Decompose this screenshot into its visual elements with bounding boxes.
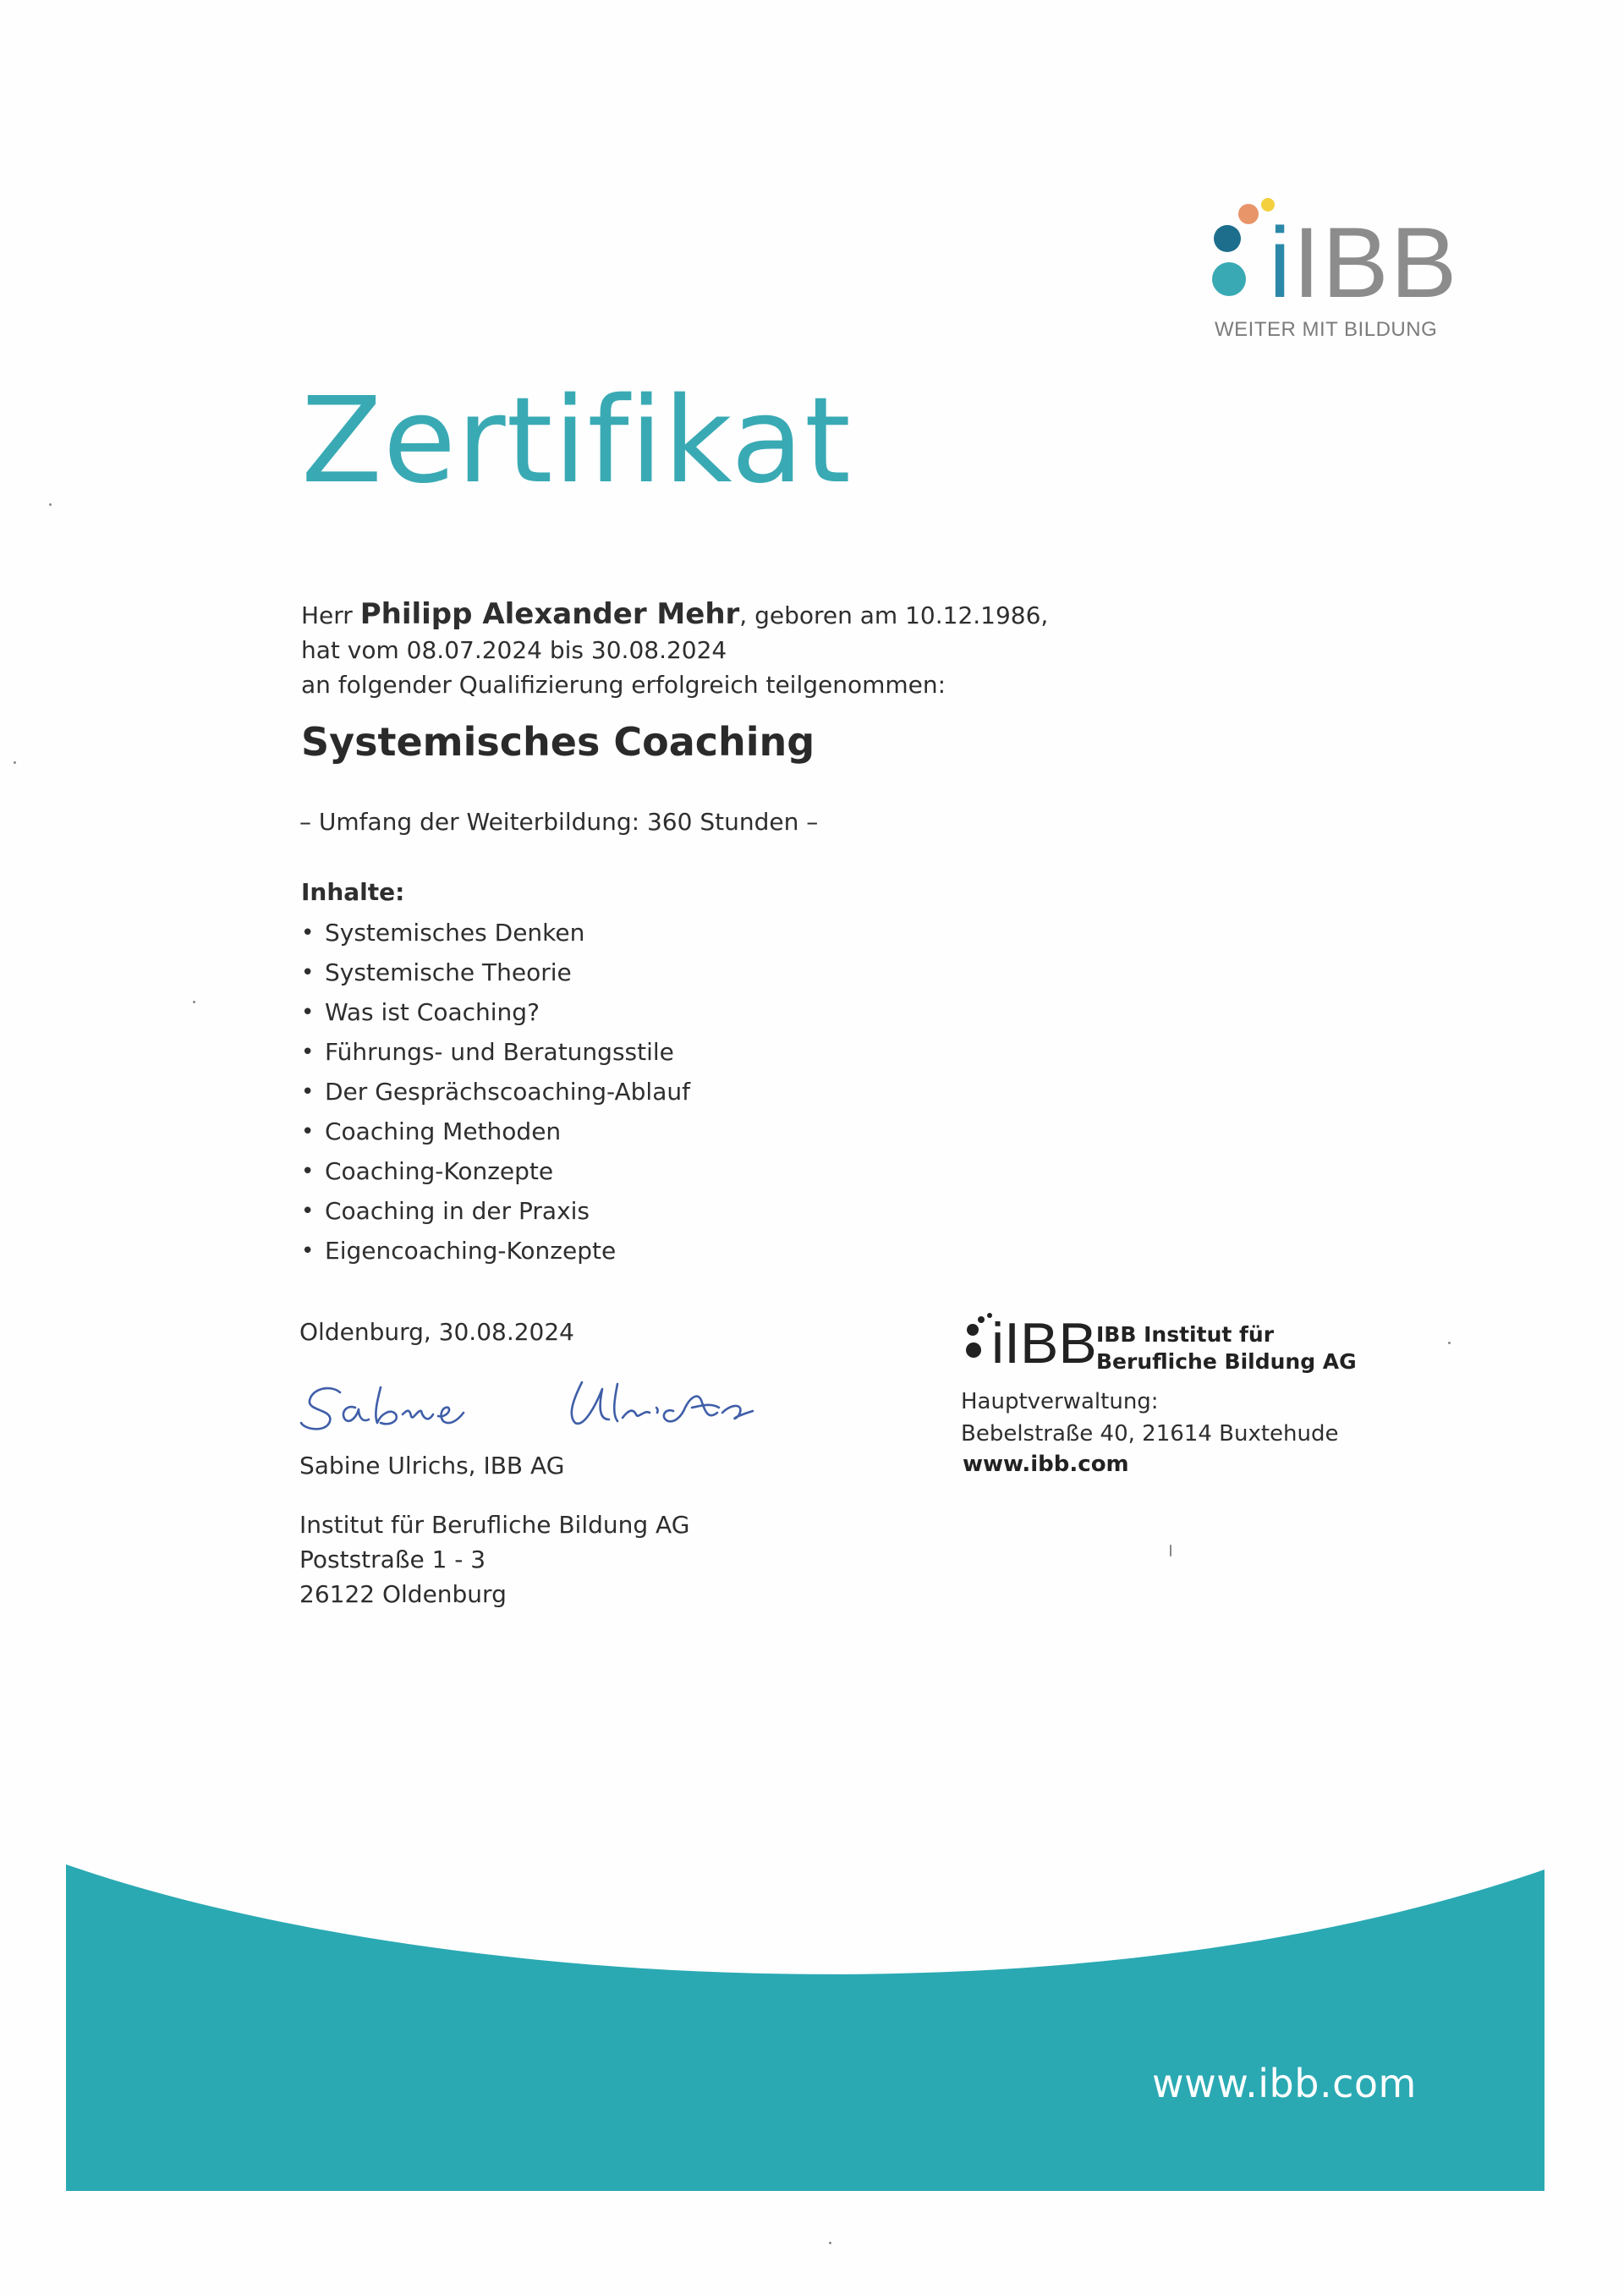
list-item <box>301 1072 690 1112</box>
list-item <box>301 1032 690 1072</box>
course-title: Systemisches Coaching <box>301 719 815 765</box>
list-item <box>301 1231 690 1271</box>
list-item-label: Was ist Coaching? <box>325 998 540 1026</box>
headquarters-address: Bebelstraße 40, 21614 Buxtehude <box>961 1421 1339 1447</box>
bullet-icon: • <box>301 920 315 946</box>
address-line: Institut für Berufliche Bildung AG <box>299 1511 690 1539</box>
scan-speck <box>1170 1545 1171 1557</box>
list-item-label: Eigencoaching-Konzepte <box>325 1237 617 1265</box>
ibb-small-logo-wordmark: iIBB <box>991 1311 1097 1375</box>
bullet-icon: • <box>301 1039 315 1065</box>
list-item-label: Führungs- und Beratungsstile <box>325 1038 674 1066</box>
bullet-icon: • <box>301 1158 315 1184</box>
footer-wave <box>66 1861 1544 2191</box>
bullet-icon: • <box>301 1118 315 1145</box>
scan-speck <box>49 503 52 506</box>
contents-list <box>301 913 690 1271</box>
address-line: Poststraße 1 - 3 <box>299 1546 486 1573</box>
scan-speck <box>829 2242 831 2244</box>
intro-participation: an folgender Qualifizierung erfolgreich teilgenommen: <box>301 671 946 699</box>
list-item <box>301 992 690 1032</box>
company-name <box>1096 1321 1357 1375</box>
list-item <box>301 953 690 992</box>
intro-period: hat vom 08.07.2024 bis 30.08.2024 <box>301 636 727 664</box>
bullet-icon: • <box>301 959 315 986</box>
bullet-icon: • <box>301 1079 315 1105</box>
intro-line-1 <box>301 597 1048 632</box>
ibb-logo <box>1201 195 1459 347</box>
footer-url[interactable]: www.ibb.com <box>1152 2061 1417 2106</box>
list-item <box>301 1151 690 1191</box>
list-item-label: Coaching in der Praxis <box>325 1197 590 1225</box>
list-item <box>301 1191 690 1231</box>
recipient-name: Philipp Alexander Mehr <box>359 597 740 631</box>
list-item <box>301 1112 690 1151</box>
page-title: Zertifikat <box>301 372 852 510</box>
handwritten-signature <box>296 1359 820 1452</box>
company-name-line: IBB Institut für <box>1096 1322 1275 1347</box>
birth-date: , geboren am 10.12.1986, <box>739 601 1049 629</box>
list-item-label: Der Gesprächscoaching-Ablauf <box>325 1078 690 1106</box>
place-date: Oldenburg, 30.08.2024 <box>299 1318 574 1346</box>
bullet-icon: • <box>301 1198 315 1224</box>
bullet-icon: • <box>301 1238 315 1264</box>
scan-speck <box>14 761 16 764</box>
list-item-label: Coaching-Konzepte <box>325 1157 554 1185</box>
contents-heading: Inhalte: <box>301 878 405 906</box>
list-item <box>301 913 690 953</box>
list-item-label: Coaching Methoden <box>325 1117 562 1145</box>
scan-speck <box>1448 1342 1451 1344</box>
salutation: Herr <box>301 601 353 629</box>
headquarters-label: Hauptverwaltung: <box>961 1389 1159 1414</box>
scan-speck <box>193 1001 195 1003</box>
ibb-logo-tagline: WEITER MIT BILDUNG <box>1215 318 1438 341</box>
company-name-line: Berufliche Bildung AG <box>1096 1349 1357 1374</box>
ibb-logo-wordmark: iIBB <box>1269 207 1459 319</box>
list-item-label: Systemische Theorie <box>325 958 572 986</box>
sender-address <box>299 1507 689 1611</box>
list-item-label: Systemisches Denken <box>325 919 585 947</box>
bullet-icon: • <box>301 999 315 1025</box>
course-scope: – Umfang der Weiterbildung: 360 Stunden – <box>299 808 819 836</box>
headquarters-url[interactable]: www.ibb.com <box>963 1452 1129 1477</box>
signer-name: Sabine Ulrichs, IBB AG <box>299 1452 565 1480</box>
address-line: 26122 Oldenburg <box>299 1580 507 1608</box>
